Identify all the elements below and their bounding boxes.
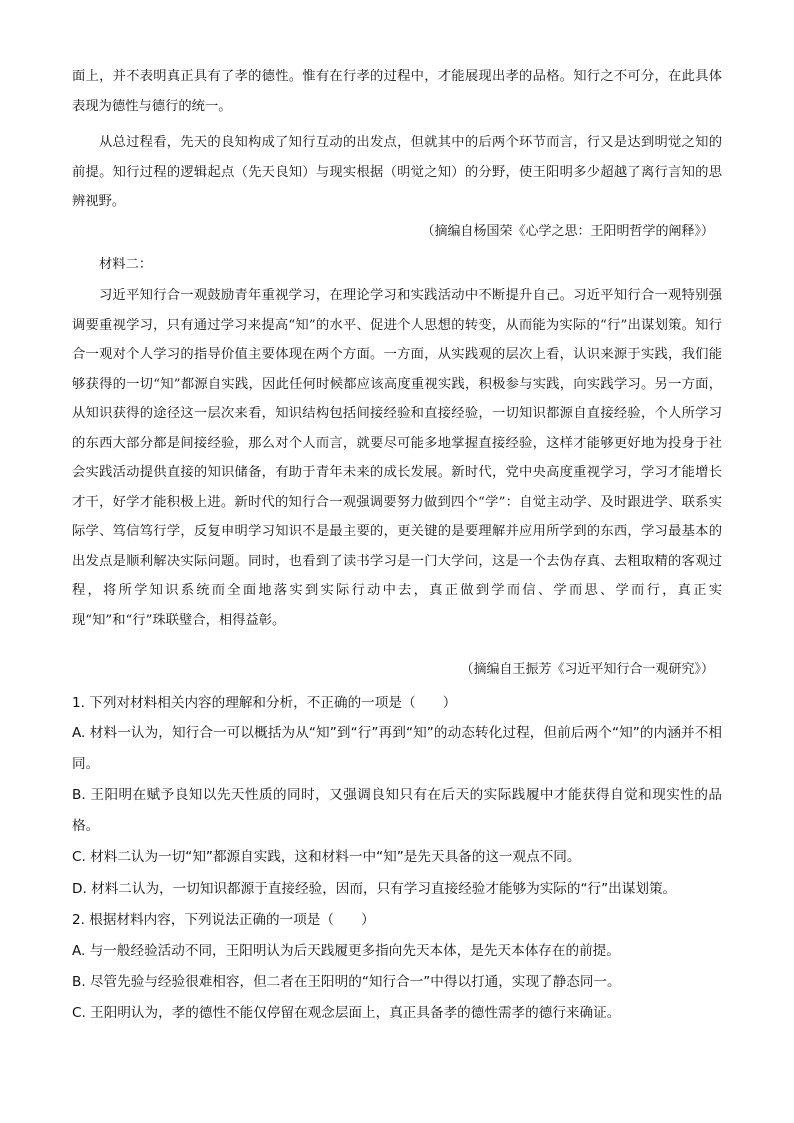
question-1-option-b: B. 王阳明在赋予良知以先天性质的同时，又强调良知只有在后天的实际践履中才能获得自觉和现实性的品格。 [72,787,722,834]
question-2-option-b: B. 尽管先验与经验很难相容，但二者在王阳明的“知行合一”中得以打通，实现了静态同一。 [72,974,621,990]
question-2-option-a: A. 与一般经验活动不同，王阳明认为后天践履更多指向先天本体，是先天本体存在的前提。 [72,943,620,959]
material1-para-continued: 面上，并不表明真正具有了孝的德性。惟有在行孝的过程中，才能展现出孝的品格。知行之不可分，在此具体表现为德性与德行的统一。 [72,69,722,114]
question-2-option-c: C. 王阳明认为，孝的德性不能仅停留在观念层面上，真正具备孝的德性需孝的德行来确证。 [72,1005,621,1021]
material1-para-summary: 从总过程看，先天的良知构成了知行互动的出发点，但就其中的后两个环节而言，行又是达到明觉之知的前提。知行过程的逻辑起点（先天良知）与现实根据（明觉之知）的分野，使王阳明多少超越了离行言知的思辨视野。 [72,135,722,209]
material1-source: （摘编自杨国荣《心学之思：王阳明哲学的阐释》） [421,224,714,239]
material2-source: （摘编自王振芳《习近平知行合一观研究》） [460,662,714,677]
question-1-option-a: A. 材料一认为，知行合一可以概括为从“知”到“行”再到“知”的动态转化过程，但前后两个“知”的内涵并不相同。 [72,725,722,772]
question-2-stem: 2. 根据材料内容，下列说法正确的一项是（ ） [72,912,375,928]
material2-heading: 材料二： [99,257,153,272]
question-1-option-c: C. 材料二认为一切“知”都源自实践，这和材料一中“知”是先天具备的这一观点不同。 [72,849,581,865]
material2-body: 习近平知行合一观鼓励青年重视学习，在理论学习和实践活动中不断提升自己。习近平知行合一观特别强调要重视学习，只有通过学习来提高“知”的水平、促进个人思想的转变，从而能为实际的“行”出谋划策。知行合一观对个人学习的指导价值主要体现在两个方面。一方面，从实践观的层次上看，认识来源于实践，我们能够获得的一切“知”都源自实践，因此任何时候都应该高度重视实践，积极参与实践，向实践学习。另一方面，从知识获得的途径这一层次来看，知识结构包括间接经验和直接经验，一切知识都源自直接经验，个人所学习的东西大部分都是间接经验，那么对个人而言，就要尽可能多地掌握直接经验，这样才能够更好地为投身于社会实践活动提供直接的知识储备，有助于青年未来的成长发展。新时代，党中央高度重视学习，学习才能增长才干，好学才能积极上进。新时代的知行合一观强调要努力做到四个“学”：自觉主动学、及时跟进学、联系实际学、笃信笃行学，反复申明学习知识不是最主要的，更关键的是要理解并应用所学到的东西，学习最基本的出发点是顺利解决实际问题。同时，也看到了读书学习是一门大学问，这是一个去伪存真、去粗取精的客观过程，将所学知识系统而全面地落实到实际行动中去，真正做到学而信、学而思、学而行，真正实现“知”和“行”珠联璧合，相得益彰。 [72,288,722,628]
question-1-stem: 1. 下列对材料相关内容的理解和分析，不正确的一项是（ ） [72,695,457,711]
question-1-option-d: D. 材料二认为，一切知识都源于直接经验，因而，只有学习直接经验才能够为实际的“行”出谋划策。 [72,881,677,897]
